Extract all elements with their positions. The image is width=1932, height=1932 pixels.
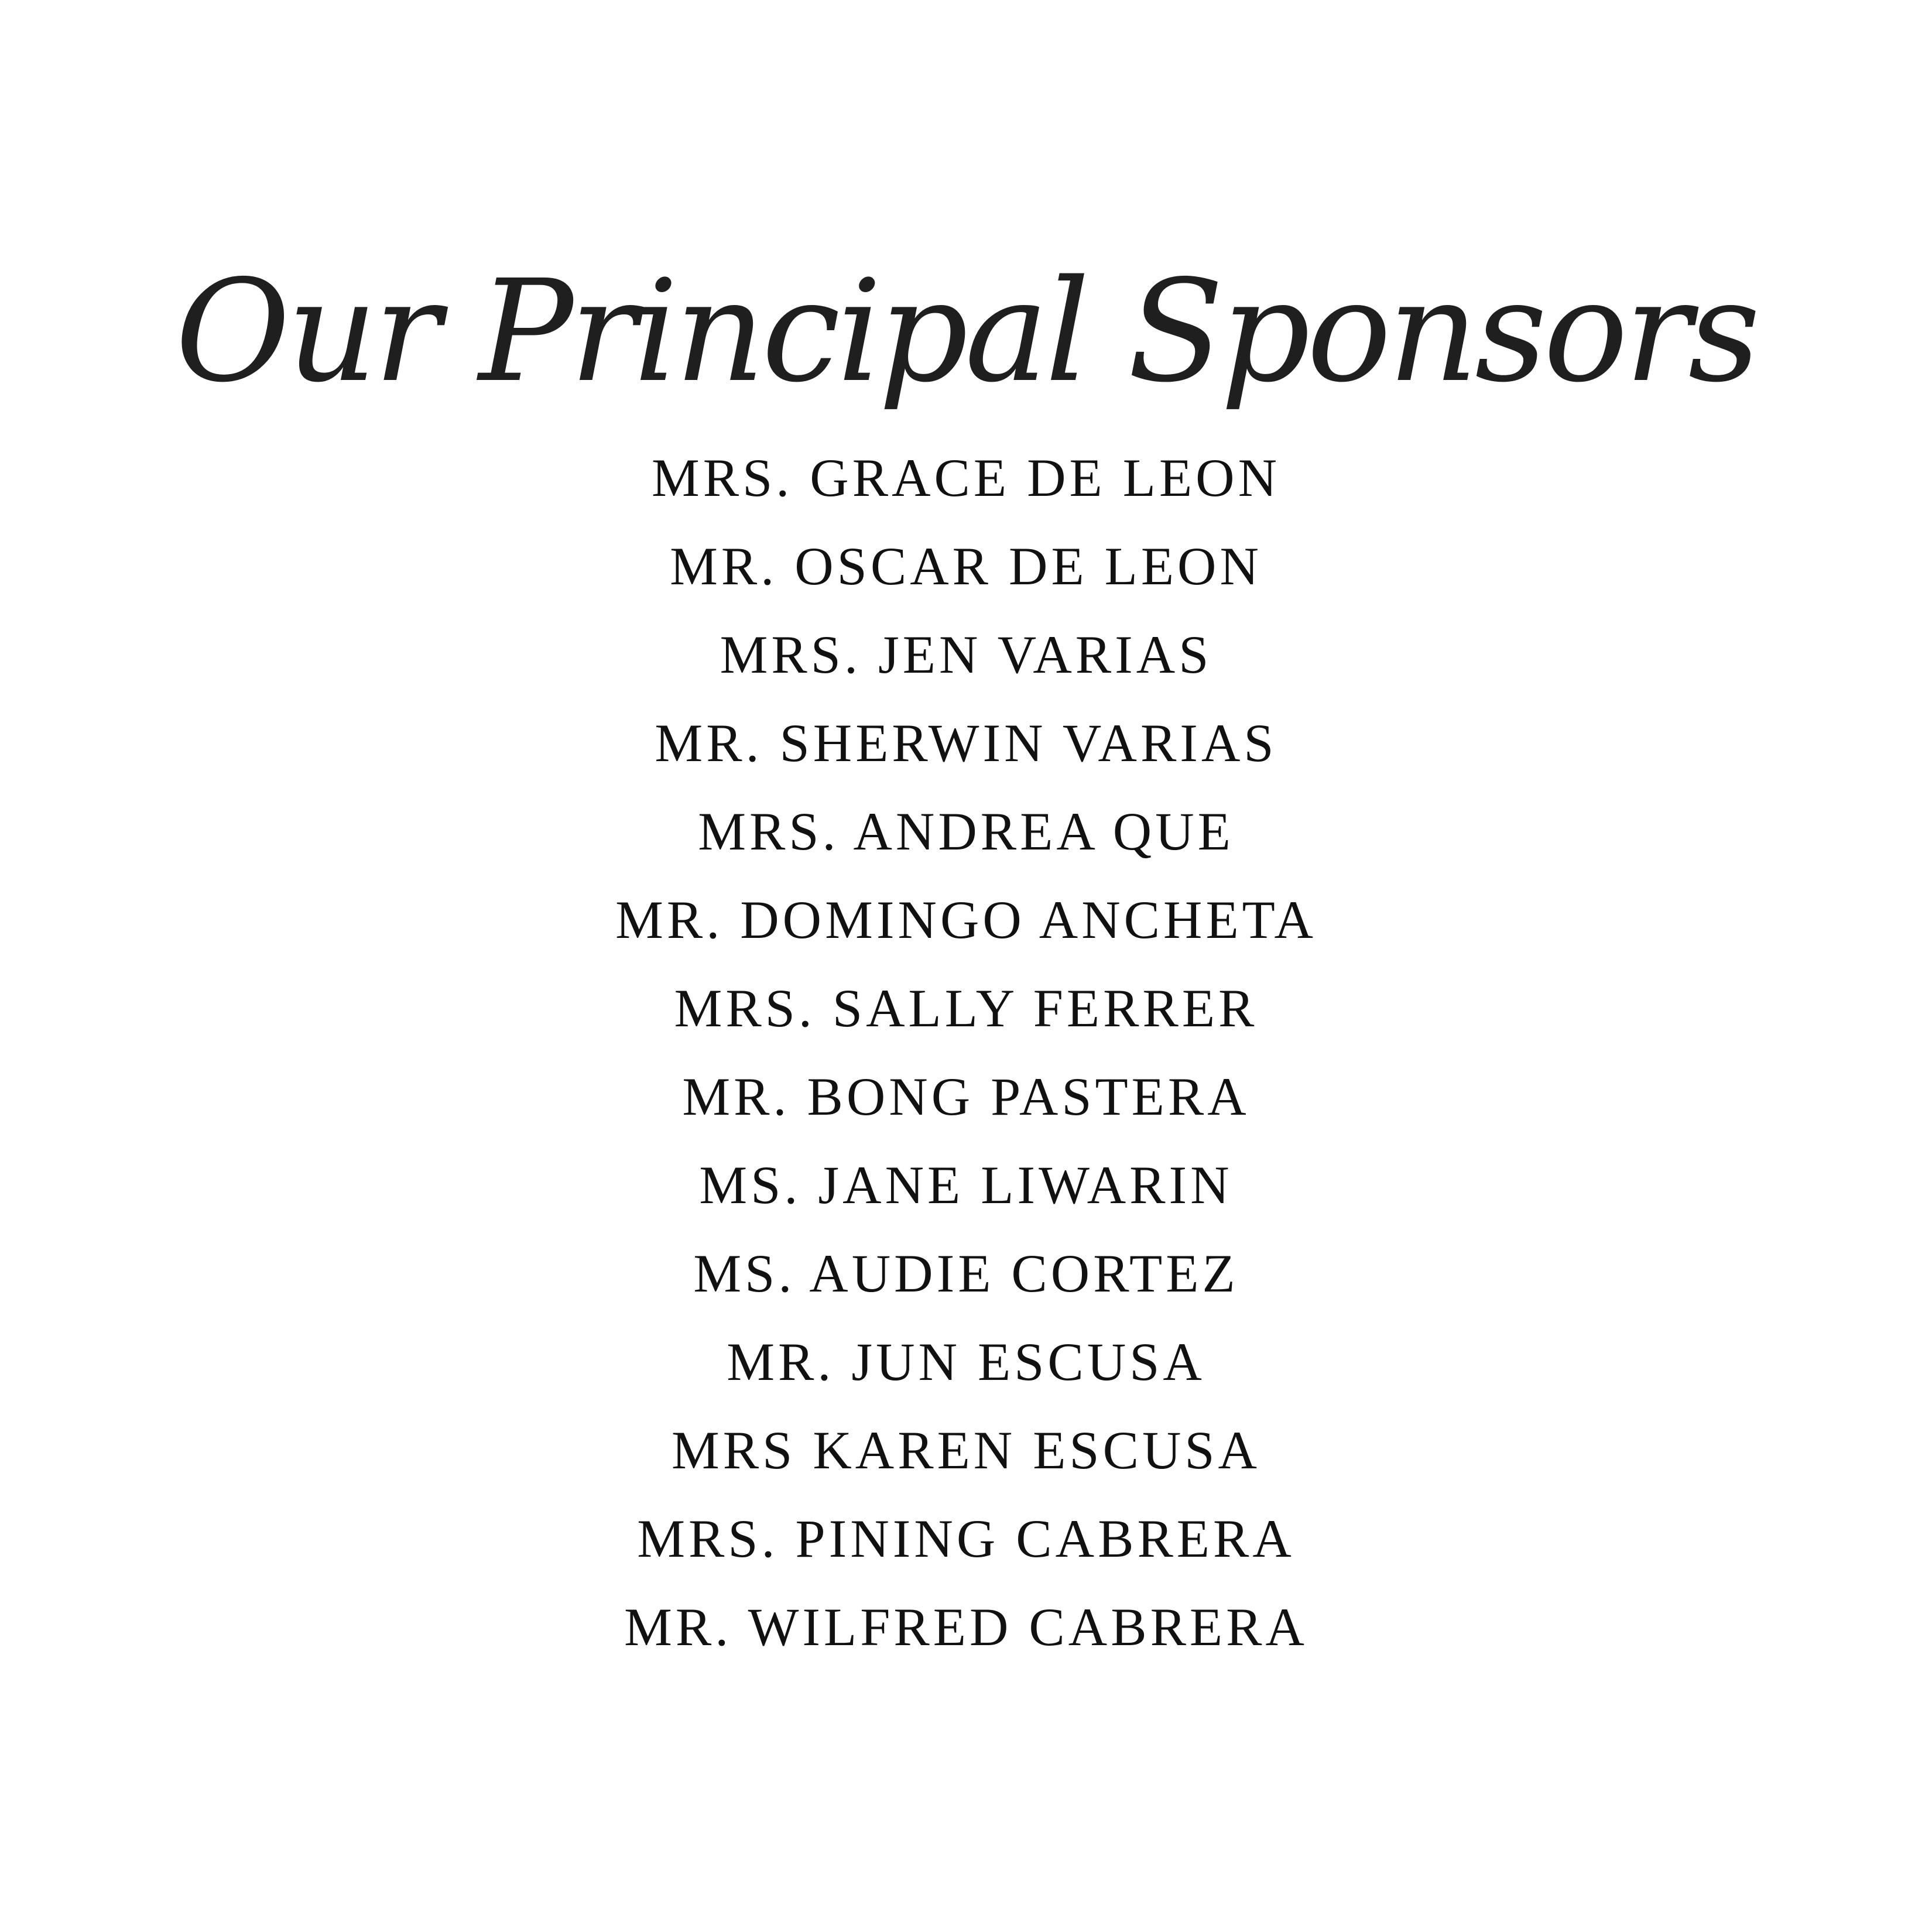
sponsor-name: MS. AUDIE CORTEZ [693, 1244, 1239, 1303]
sponsor-name: MR. JUN ESCUSA [727, 1332, 1205, 1392]
sponsor-name: MRS KAREN ESCUSA [672, 1420, 1260, 1480]
sponsor-name: MR. WILFRED CABRERA [624, 1597, 1308, 1657]
sponsor-name: MRS. JEN VARIAS [720, 625, 1212, 684]
sponsor-name: MRS. ANDREA QUE [698, 801, 1234, 861]
sponsor-name: MS. JANE LIWARIN [699, 1155, 1233, 1215]
sponsor-name: MR. SHERWIN VARIAS [655, 713, 1277, 773]
sponsor-name: MR. BONG PASTERA [682, 1067, 1250, 1126]
sponsor-name: MR. OSCAR DE LEON [670, 536, 1262, 596]
sponsor-name: MRS. PINING CABRERA [637, 1509, 1295, 1568]
sponsor-name: MR. DOMINGO ANCHETA [615, 890, 1317, 950]
sponsor-name: MRS. SALLY FERRER [674, 978, 1258, 1038]
sponsor-name: MRS. GRACE DE LEON [651, 448, 1281, 508]
sponsor-list [0, 448, 1932, 1688]
page-title: Our Principal Sponsors [175, 249, 1757, 413]
